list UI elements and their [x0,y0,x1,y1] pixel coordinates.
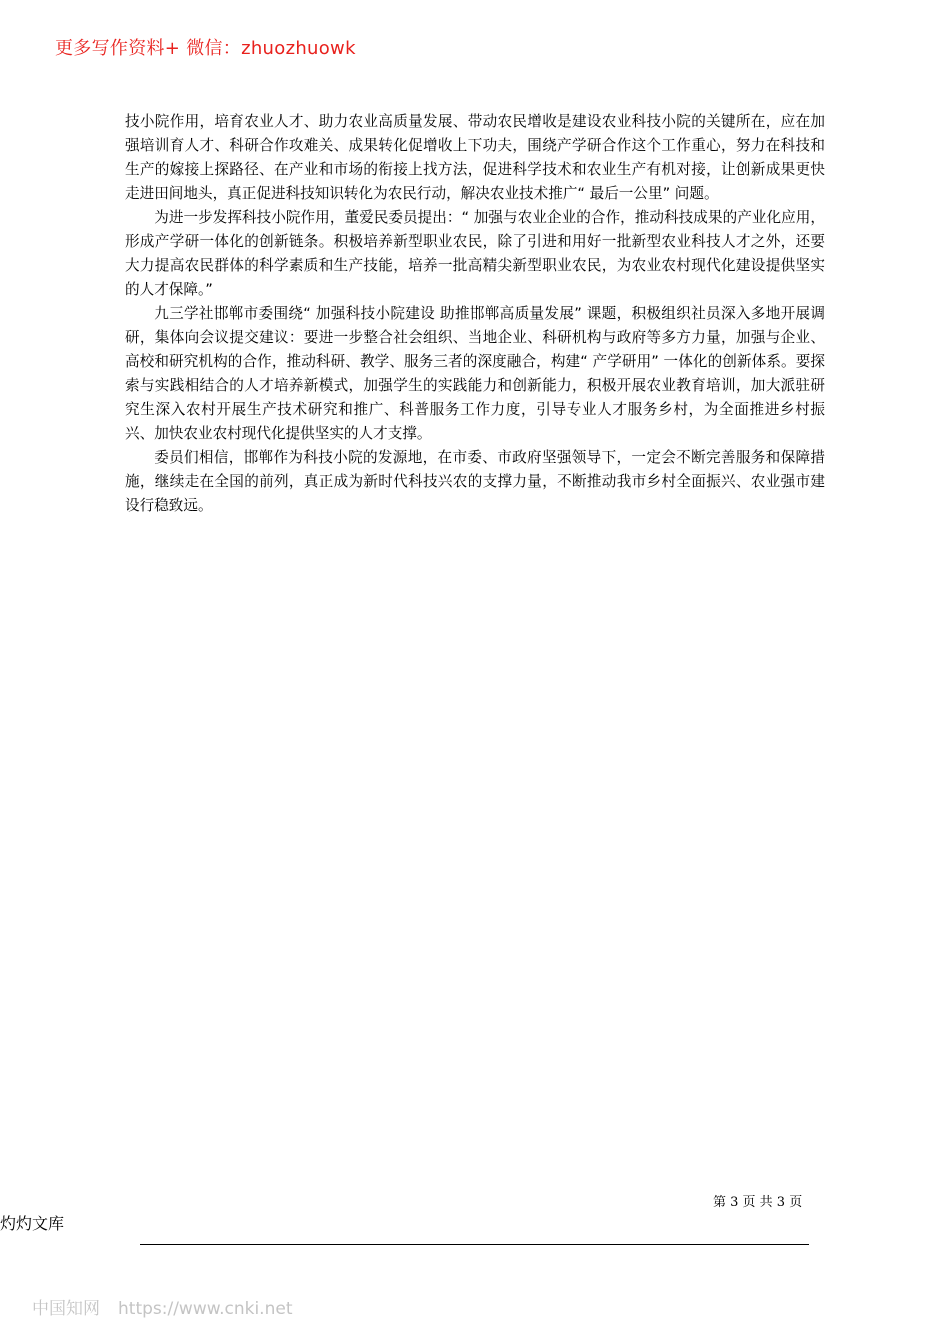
watermark-url: https://www.cnki.net [118,1299,293,1319]
paragraph: 为进一步发挥科技小院作用，董爱民委员提出：“ 加强与农业企业的合作，推动科技成果的产业化应用，形成产学研一体化的创新链条。积极培养新型职业农民，除了引进和用好一批新型农业科技人才之外，还要大力提高农民群体的科学素质和生产技能，培养一批高精尖新型职业农民，为农业农村现代化建设提供坚实的人才保障。” [125,209,825,298]
watermark-site-name: 中国知网 [32,1299,100,1319]
footer-divider [140,1244,809,1245]
promo-banner: 更多写作资料+ 微信：zhuozhuowk [55,38,356,59]
watermark [32,1294,292,1319]
paragraph: 委员们相信，邯郸作为科技小院的发源地，在市委、市政府坚强领导下，一定会不断完善服务和保障措施，继续走在全国的前列，真正成为新时代科技兴农的支撑力量，不断推动我市乡村全面振兴、农业强市建设行稳致远。 [125,449,825,514]
footer-brand: 灼灼文库 [0,1214,65,1233]
paragraph: 九三学社邯郸市委围绕“ 加强科技小院建设 助推邯郸高质量发展” 课题，积极组织社员深入多地开展调研，集体向会议提交建议：要进一步整合社会组织、当地企业、科研机构与政府等多方力量，加强与企业、高校和研究机构的合作，推动科研、教学、服务三者的深度融合，构建“ 产学研用” 一体化的创新体系。要探索与实践相结合的人才培养新模式，加强学生的实践能力和创新能力，积极开展农业教育培训，加大派驻研究生深入农村开展生产技术研究和推广、科普服务工作力度，引导专业人才服务乡村，为全面推进乡村振兴、加快农业农村现代化提供坚实的人才支撑。 [125,305,825,442]
page-number: 第 3 页 共 3 页 [713,1195,803,1210]
paragraph: 技小院作用，培育农业人才、助力农业高质量发展、带动农民增收是建设农业科技小院的关键所在，应在加强培训育人才、科研合作攻难关、成果转化促增收上下功夫，围绕产学研合作这个工作重心，努力在科技和生产的嫁接上探路径、在产业和市场的衔接上找方法，促进科学技术和农业生产有机对接，让创新成果更快走进田间地头，真正促进科技知识转化为农民行动，解决农业技术推广“ 最后一公里” 问题。 [125,113,825,202]
document-body [125,110,825,518]
